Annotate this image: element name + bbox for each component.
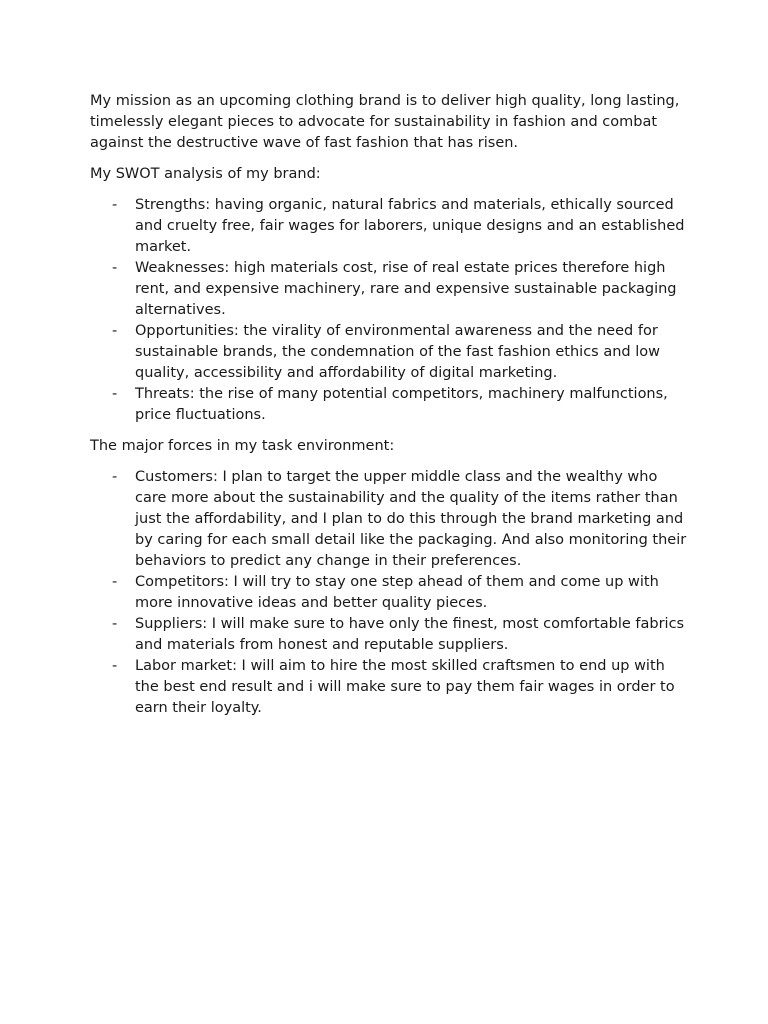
bullet-dash: - bbox=[112, 469, 118, 485]
force-labor-market: Labor market: I will aim to hire the most skilled craftsmen to end up with the best end result and i will make sure to pay them fair wages in order to earn their loyalty. bbox=[135, 658, 675, 716]
bullet-dash: - bbox=[112, 323, 118, 339]
list-item bbox=[90, 656, 690, 719]
bullet-dash: - bbox=[112, 386, 118, 402]
forces-heading: The major forces in my task environment: bbox=[90, 438, 395, 454]
swot-threats: Threats: the rise of many potential competitors, machinery malfunctions, price fluctuations. bbox=[135, 386, 668, 423]
mission-paragraph: My mission as an upcoming clothing brand is to deliver high quality, long lasting, timelessly elegant pieces to advocate for sustainability in fashion and combat against the destructive wave of fast fashion that has risen. bbox=[90, 93, 680, 151]
forces-list bbox=[90, 467, 690, 719]
swot-strengths: Strengths: having organic, natural fabrics and materials, ethically sourced and cruelty free, fair wages for laborers, unique designs and an established market. bbox=[135, 197, 685, 255]
list-item bbox=[90, 467, 690, 572]
list-item bbox=[90, 258, 690, 321]
document-page bbox=[90, 91, 690, 729]
bullet-dash: - bbox=[112, 658, 118, 674]
list-item bbox=[90, 572, 690, 614]
force-suppliers: Suppliers: I will make sure to have only the finest, most comfortable fabrics and materials from honest and reputable suppliers. bbox=[135, 616, 685, 653]
bullet-dash: - bbox=[112, 260, 118, 276]
force-competitors: Competitors: I will try to stay one step ahead of them and come up with more innovative ideas and better quality pieces. bbox=[135, 574, 659, 611]
bullet-dash: - bbox=[112, 197, 118, 213]
list-item bbox=[90, 195, 690, 258]
bullet-dash: - bbox=[112, 616, 118, 632]
swot-weaknesses: Weaknesses: high materials cost, rise of real estate prices therefore high rent, and expensive machinery, rare and expensive sustainable packaging alternatives. bbox=[135, 260, 677, 318]
force-customers: Customers: I plan to target the upper middle class and the wealthy who care more about the sustainability and the quality of the items rather than just the affordability, and I plan to do this through the brand marketing and by caring for each small detail like the packaging. And also monitoring their behaviors to predict any change in their preferences. bbox=[135, 469, 687, 569]
swot-list bbox=[90, 195, 690, 426]
bullet-dash: - bbox=[112, 574, 118, 590]
swot-opportunities: Opportunities: the virality of environmental awareness and the need for sustainable brands, the condemnation of the fast fashion ethics and low quality, accessibility and affordability of digital marketing. bbox=[135, 323, 660, 381]
swot-heading: My SWOT analysis of my brand: bbox=[90, 166, 321, 182]
list-item bbox=[90, 384, 690, 426]
list-item bbox=[90, 614, 690, 656]
list-item bbox=[90, 321, 690, 384]
